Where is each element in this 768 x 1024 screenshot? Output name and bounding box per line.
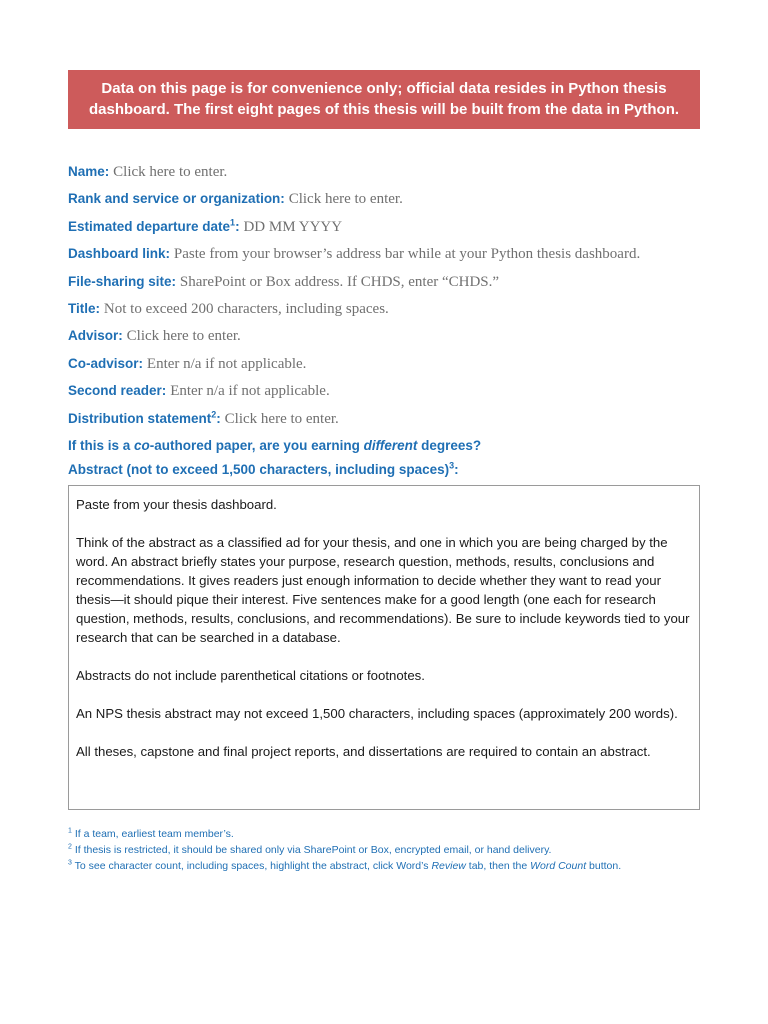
field-co-advisor-input[interactable]: Enter n/a if not applicable. — [146, 355, 307, 372]
field-title-label: Title: — [68, 300, 101, 316]
field-dashboard-link — [68, 240, 708, 267]
field-rank — [68, 185, 708, 212]
field-departure-date — [68, 213, 708, 240]
field-file-sharing-label: File-sharing site: — [68, 273, 177, 289]
question-text-co: co — [134, 437, 150, 453]
question-text-3: degrees? — [417, 437, 482, 453]
footnotes — [68, 826, 708, 874]
footnote-3-text-3: button. — [586, 860, 622, 872]
field-departure-date-label: Estimated departure date$^1$: — [68, 217, 240, 234]
footnote-ref-1: 1 — [230, 217, 236, 228]
abstract-paragraph-5: All theses, capstone and final project reports, and dissertations are required to contain an abstract. — [76, 744, 651, 759]
abstract-label: Abstract (not to exceed 1,500 characters, including spaces)$^3$: — [68, 460, 459, 478]
field-dashboard-link-label: Dashboard link: — [68, 246, 171, 262]
field-distribution-statement-label-text: Distribution statement — [68, 410, 212, 426]
footnote-3-text-1: To see character count, including spaces, highlight the abstract, click Word’s — [74, 860, 432, 872]
abstract-paragraph-1: Paste from your thesis dashboard. — [76, 497, 277, 512]
field-file-sharing — [68, 268, 708, 295]
question-text-different: different — [363, 437, 418, 453]
abstract-textbox[interactable] — [68, 485, 700, 810]
abstract-paragraph-3: Abstracts do not include parenthetical citations or footnotes. — [76, 668, 425, 683]
footnote-3 — [68, 858, 708, 874]
abstract-label-text: Abstract (not to exceed 1,500 characters, including spaces) — [68, 462, 450, 478]
footnote-ref-2: 2 — [211, 409, 217, 420]
field-dashboard-link-input[interactable]: Paste from your browser’s address bar while at your Python thesis dashboard. — [173, 246, 641, 263]
thesis-info-form — [68, 158, 708, 481]
field-title — [68, 295, 708, 322]
field-distribution-statement-input[interactable]: Click here to enter. — [224, 410, 339, 427]
abstract-paragraph-2: Think of the abstract as a classified ad for your thesis, and one in which you are being charged by the word. An abstract briefly states your purpose, research question, methods, results, conclusions and recommendations. It gives readers just enough information to decide whether they want to read your thesis—it should pique their interest. Five sentences make for a good length (one each for research question, methods, results, conclusions, and recommendations). Be sure to include keywords tied to your research that can be searched in a database. — [76, 535, 690, 645]
footnote-3-number: 3 — [68, 859, 72, 867]
field-name — [68, 158, 708, 185]
field-advisor-input[interactable]: Click here to enter. — [126, 328, 241, 345]
footnote-3-review: Review — [431, 860, 466, 872]
footnote-ref-3: 3 — [449, 460, 455, 471]
banner-line-1: Data on this page is for convenience only; official data resides in Python thesis — [101, 80, 667, 97]
co-authored-question[interactable] — [68, 432, 708, 459]
field-title-input[interactable]: Not to exceed 200 characters, including spaces. — [103, 300, 389, 317]
field-file-sharing-input[interactable]: SharePoint or Box address. If CHDS, enter “CHDS.” — [179, 273, 500, 290]
footnote-2 — [68, 842, 708, 858]
question-text-2: -authored paper, are you earning — [149, 437, 364, 453]
field-co-advisor-label: Co-advisor: — [68, 355, 144, 371]
field-rank-input[interactable]: Click here to enter. — [288, 191, 403, 208]
footnote-2-text: If thesis is restricted, it should be shared only via SharePoint or Box, encrypted email, or hand delivery. — [74, 844, 552, 856]
field-second-reader — [68, 377, 708, 404]
field-departure-date-input[interactable]: DD MM YYYY — [243, 218, 343, 235]
field-advisor — [68, 322, 708, 349]
field-second-reader-label: Second reader: — [68, 383, 167, 399]
abstract-paragraph-4: An NPS thesis abstract may not exceed 1,500 characters, including spaces (approximately 200 words). — [76, 706, 678, 721]
field-name-input[interactable]: Click here to enter. — [113, 164, 228, 180]
footnote-3-text-2: tab, then the — [465, 860, 531, 872]
field-second-reader-input[interactable]: Enter n/a if not applicable. — [170, 383, 330, 400]
field-advisor-label: Advisor: — [68, 328, 123, 344]
field-departure-date-label-text: Estimated departure date — [68, 218, 231, 234]
question-text-1: If this is a — [68, 437, 135, 453]
field-name-label: Name: — [68, 164, 110, 179]
notice-banner — [68, 70, 700, 129]
footnote-1-text: If a team, earliest team member’s. — [74, 828, 234, 840]
footnote-2-number: 2 — [68, 843, 72, 851]
footnote-1-number: 1 — [68, 827, 72, 835]
field-distribution-statement — [68, 405, 708, 432]
field-distribution-statement-label: Distribution statement$^2$: — [68, 409, 221, 426]
footnote-3-word-count: Word Count — [530, 860, 587, 872]
footnote-1 — [68, 826, 708, 842]
field-rank-label: Rank and service or organization: — [68, 191, 285, 207]
field-co-advisor — [68, 350, 708, 377]
banner-line-2: dashboard. The first eight pages of this thesis will be built from the data in Python. — [88, 101, 680, 118]
